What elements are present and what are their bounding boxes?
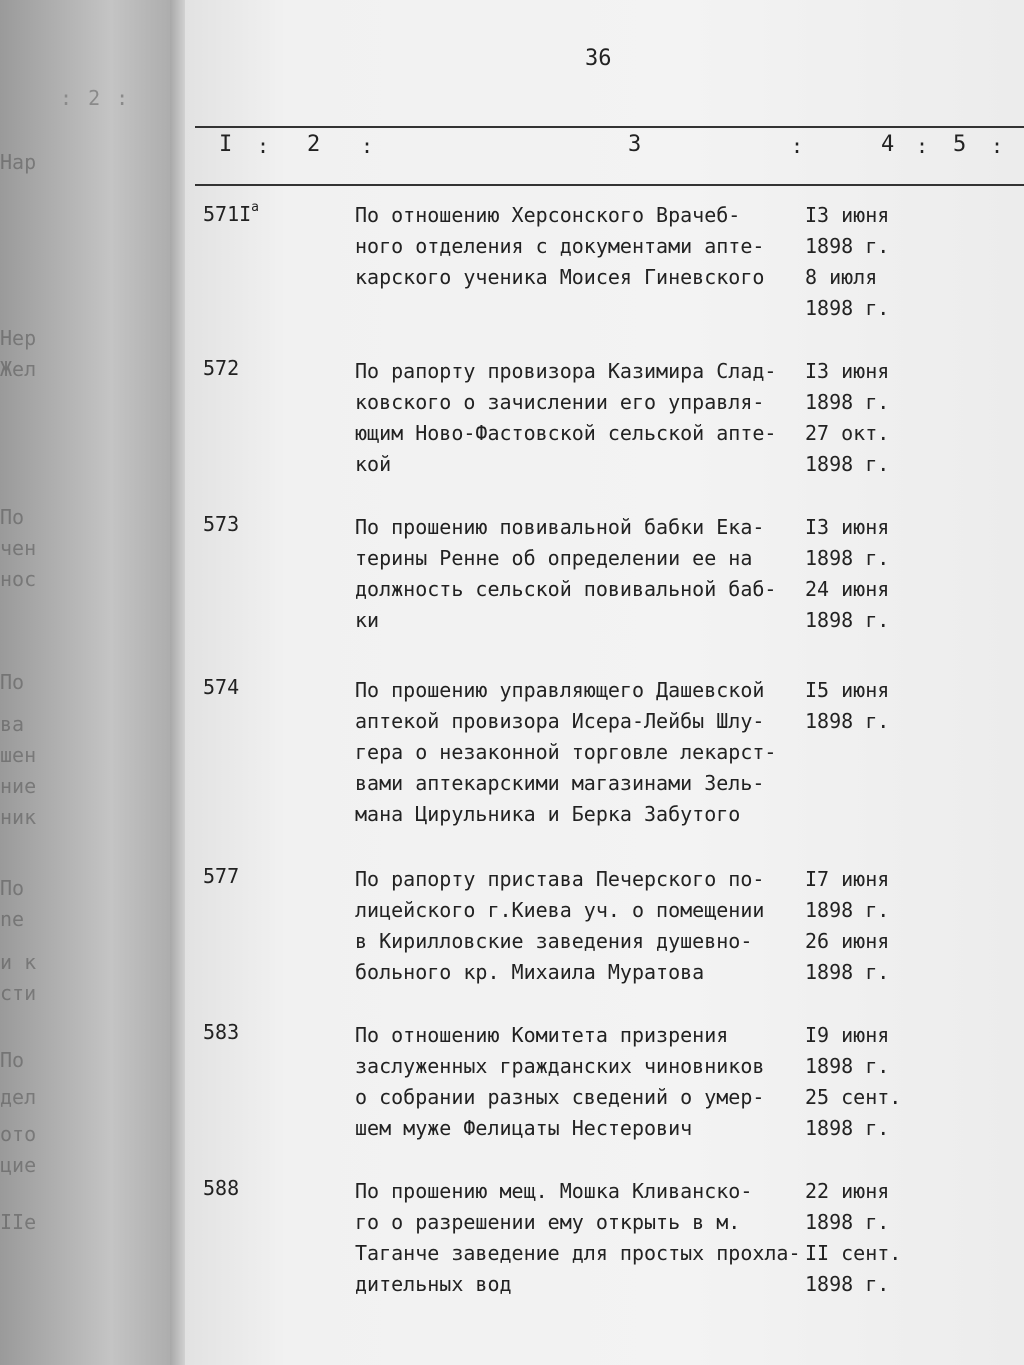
column-header-3: 3 <box>628 132 642 157</box>
left-page-fragment: ник <box>0 805 37 829</box>
entry-dates <box>805 200 889 324</box>
end-year: 1898 г. <box>805 960 890 984</box>
entry-description <box>355 1020 795 1144</box>
entry-number: 583 <box>203 1020 240 1044</box>
column-separator: : <box>916 134 929 158</box>
start-date: I9 июня <box>805 1023 890 1047</box>
entry-number: 572 <box>203 356 240 380</box>
description-line: о собрании разных сведений о умер- <box>355 1085 765 1109</box>
description-line: ного отделения с документами апте- <box>355 234 765 258</box>
left-page-fragment: и к <box>0 950 37 974</box>
description-line: кой <box>355 452 392 476</box>
left-page-header: : 2 : <box>60 86 131 110</box>
column-header-4: 4 <box>881 132 895 157</box>
end-date: 25 сент. <box>805 1085 902 1109</box>
left-page-fragment: Нар <box>0 150 37 174</box>
end-date: 8 июля <box>805 265 878 289</box>
start-date: I3 июня <box>805 359 890 383</box>
entry-dates <box>805 675 889 737</box>
description-line: Таганче заведение для простых прохла- <box>355 1241 801 1265</box>
end-date: II сент. <box>805 1241 902 1265</box>
column-header-1: I <box>219 132 233 157</box>
description-line: По прошению повивальной бабки Ека- <box>355 515 765 539</box>
start-year: 1898 г. <box>805 1210 890 1234</box>
start-year: 1898 г. <box>805 546 890 570</box>
left-page-fragment: Нер <box>0 326 37 350</box>
column-header-2: 2 <box>307 132 321 157</box>
description-line: По рапорту пристава Печерского по- <box>355 867 765 891</box>
header-top-rule <box>195 126 1024 128</box>
left-page-fragment: дел <box>0 1085 37 1109</box>
left-page-fragment: чен <box>0 536 37 560</box>
start-date: I7 июня <box>805 867 890 891</box>
left-page-fragment: ne <box>0 907 25 931</box>
entry-description <box>355 200 795 293</box>
entry-number: 574 <box>203 675 240 699</box>
start-date: I3 июня <box>805 515 890 539</box>
entry-description <box>355 356 795 480</box>
description-line: По прошению управляющего Дашевской <box>355 678 765 702</box>
start-year: 1898 г. <box>805 1054 890 1078</box>
left-page-fragment: нос <box>0 567 37 591</box>
left-page-fragment: По <box>0 670 25 694</box>
entry-dates <box>805 1176 901 1300</box>
description-line: карского ученика Моисея Гиневского <box>355 265 765 289</box>
start-date: 22 июня <box>805 1179 890 1203</box>
end-year: 1898 г. <box>805 1116 890 1140</box>
description-line: больного кр. Михаила Муратова <box>355 960 705 984</box>
entry-dates <box>805 1020 901 1144</box>
description-line: мана Цирульника и Берка Забутого <box>355 802 741 826</box>
description-line: По рапорту провизора Казимира Слад- <box>355 359 777 383</box>
start-year: 1898 г. <box>805 390 890 414</box>
left-page-fragment: Жел <box>0 357 37 381</box>
column-separator: : <box>361 134 374 158</box>
description-line: ковского о зачислении его управля- <box>355 390 765 414</box>
column-header-5: 5 <box>953 132 967 157</box>
entry-description <box>355 512 795 636</box>
entry-number: 577 <box>203 864 240 888</box>
entry-number: 573 <box>203 512 240 536</box>
left-page-fragment: По <box>0 876 25 900</box>
start-year: 1898 г. <box>805 234 890 258</box>
left-page <box>0 0 185 1365</box>
start-year: 1898 г. <box>805 709 890 733</box>
description-line: в Кирилловские заведения душевно- <box>355 929 753 953</box>
entry-description <box>355 864 795 988</box>
entry-dates <box>805 512 889 636</box>
end-date: 26 июня <box>805 929 890 953</box>
header-bottom-rule <box>195 184 1024 186</box>
left-page-fragment: сти <box>0 981 37 1005</box>
left-page-fragment: ниe <box>0 774 37 798</box>
entry-number-text: 571I <box>203 202 252 226</box>
end-year: 1898 г. <box>805 608 890 632</box>
left-page-fragment: цие <box>0 1153 37 1177</box>
description-line: По прошению мещ. Мошка Кливанско- <box>355 1179 753 1203</box>
start-date: I3 июня <box>805 203 890 227</box>
description-line: ки <box>355 608 380 632</box>
description-line: По отношению Херсонского Врачеб- <box>355 203 741 227</box>
entry-dates <box>805 356 889 480</box>
description-line: лицейского г.Киева уч. о помещении <box>355 898 765 922</box>
start-year: 1898 г. <box>805 898 890 922</box>
description-line: По отношению Комитета призрения <box>355 1023 729 1047</box>
end-date: 27 окт. <box>805 421 890 445</box>
end-date: 24 июня <box>805 577 890 601</box>
end-year: 1898 г. <box>805 1272 890 1296</box>
description-line: терины Ренне об определении ее на <box>355 546 753 570</box>
document-page <box>185 0 1024 1365</box>
start-date: I5 июня <box>805 678 890 702</box>
entry-number <box>203 200 259 226</box>
description-line: шем муже Фелицаты Нестерович <box>355 1116 693 1140</box>
description-line: должность сельской повивальной баб- <box>355 577 777 601</box>
description-line: го о разрешении ему открыть в м. <box>355 1210 741 1234</box>
entry-dates <box>805 864 889 988</box>
description-line: ющим Ново-Фастовской сельской апте- <box>355 421 777 445</box>
end-year: 1898 г. <box>805 296 890 320</box>
description-line: гера о незаконной торговле лекарст- <box>355 740 777 764</box>
entry-number: 588 <box>203 1176 240 1200</box>
description-line: дительных вод <box>355 1272 512 1296</box>
left-page-fragment: ото <box>0 1122 37 1146</box>
column-separator: : <box>991 134 1004 158</box>
left-page-fragment: По <box>0 1048 25 1072</box>
description-line: заслуженных гражданских чиновников <box>355 1054 765 1078</box>
page-number: 36 <box>585 46 612 71</box>
left-page-fragment: ва <box>0 712 25 736</box>
description-line: аптекой провизора Исера-Лейбы Шлу- <box>355 709 765 733</box>
left-page-fragment: По <box>0 505 25 529</box>
entry-number-superscript: а <box>251 200 259 215</box>
description-line: вами аптекарскими магазинами Зель- <box>355 771 765 795</box>
column-separator: : <box>257 134 270 158</box>
entry-description <box>355 1176 801 1300</box>
left-page-fragment: шен <box>0 743 37 767</box>
column-separator: : <box>791 134 804 158</box>
left-page-fragment: IIе <box>0 1210 37 1234</box>
end-year: 1898 г. <box>805 452 890 476</box>
entry-description <box>355 675 795 830</box>
